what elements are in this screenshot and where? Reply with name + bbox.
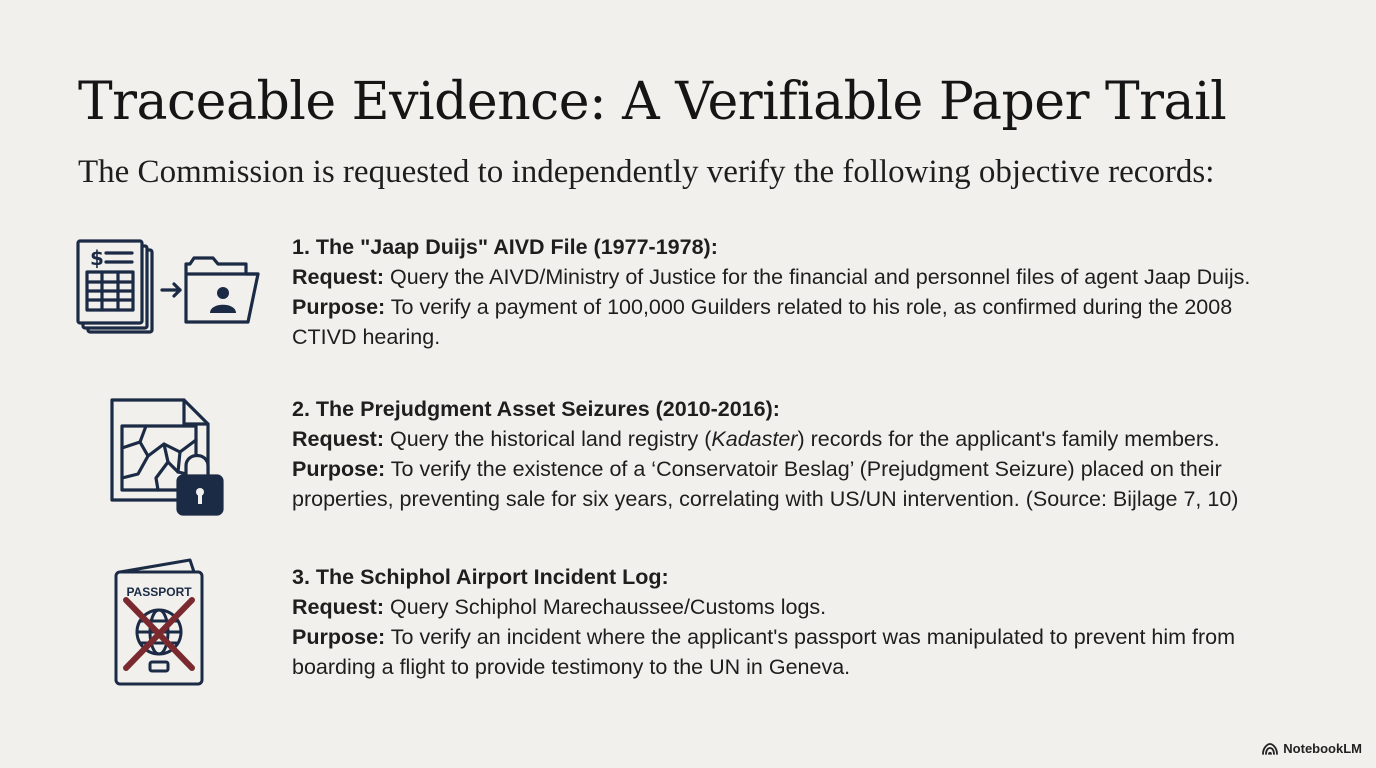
request-text-after: ) records for the applicant's family members. <box>797 427 1220 451</box>
request-label: Request: <box>292 427 384 451</box>
item-heading: 2. The Prejudgment Asset Seizures (2010-2016): <box>292 397 780 421</box>
locked-land-map-document-icon <box>108 396 228 520</box>
brand-label: NotebookLM <box>1283 741 1362 756</box>
page-subtitle: The Commission is requested to independently verify the following objective records: <box>78 154 1215 190</box>
svg-text:$: $ <box>90 246 104 270</box>
request-text: Query the AIVD/Ministry of Justice for the financial and personnel files of agent Jaap Duijs. <box>389 265 1251 289</box>
purpose-text: To verify an incident where the applicant's passport was manipulated to prevent him from boarding a flight to provide testimony to the UN in Geneva. <box>292 625 1236 679</box>
request-line <box>292 592 1302 622</box>
request-text-italic: Kadaster <box>711 427 798 451</box>
request-label: Request: <box>292 265 384 289</box>
request-label: Request: <box>292 595 384 619</box>
purpose-line <box>292 454 1302 514</box>
page-title: Traceable Evidence: A Verifiable Paper Trail <box>78 72 1227 132</box>
passport-label: PASSPORT <box>126 585 192 599</box>
item-heading: 3. The Schiphol Airport Incident Log: <box>292 565 669 589</box>
purpose-label: Purpose: <box>292 457 386 481</box>
purpose-line <box>292 622 1302 682</box>
evidence-item-2 <box>292 394 1302 514</box>
request-text: Query Schiphol Marechaussee/Customs logs. <box>389 595 827 619</box>
request-text-before: Query the historical land registry ( <box>389 427 712 451</box>
purpose-line <box>292 292 1302 352</box>
financial-records-to-personnel-folder-icon <box>76 238 260 338</box>
purpose-text: To verify the existence of a ‘Conservatoir Beslag’ (Prejudgment Seizure) placed on their properties, preventing sale for six years, correlating with US/UN intervention. (Source: Bijlage 7, 10) <box>292 457 1239 511</box>
item-heading: 1. The "Jaap Duijs" AIVD File (1977-1978): <box>292 235 718 259</box>
purpose-label: Purpose: <box>292 295 386 319</box>
notebooklm-logo-icon <box>1262 743 1278 755</box>
purpose-text: To verify a payment of 100,000 Guilders related to his role, as confirmed during the 2008 CTIVD hearing. <box>292 295 1233 349</box>
crossed-out-passport-icon <box>112 558 206 688</box>
request-line <box>292 424 1302 454</box>
evidence-item-1 <box>292 232 1302 352</box>
notebooklm-brand <box>1262 741 1362 756</box>
purpose-label: Purpose: <box>292 625 386 649</box>
request-line <box>292 262 1302 292</box>
evidence-item-3 <box>292 562 1302 682</box>
